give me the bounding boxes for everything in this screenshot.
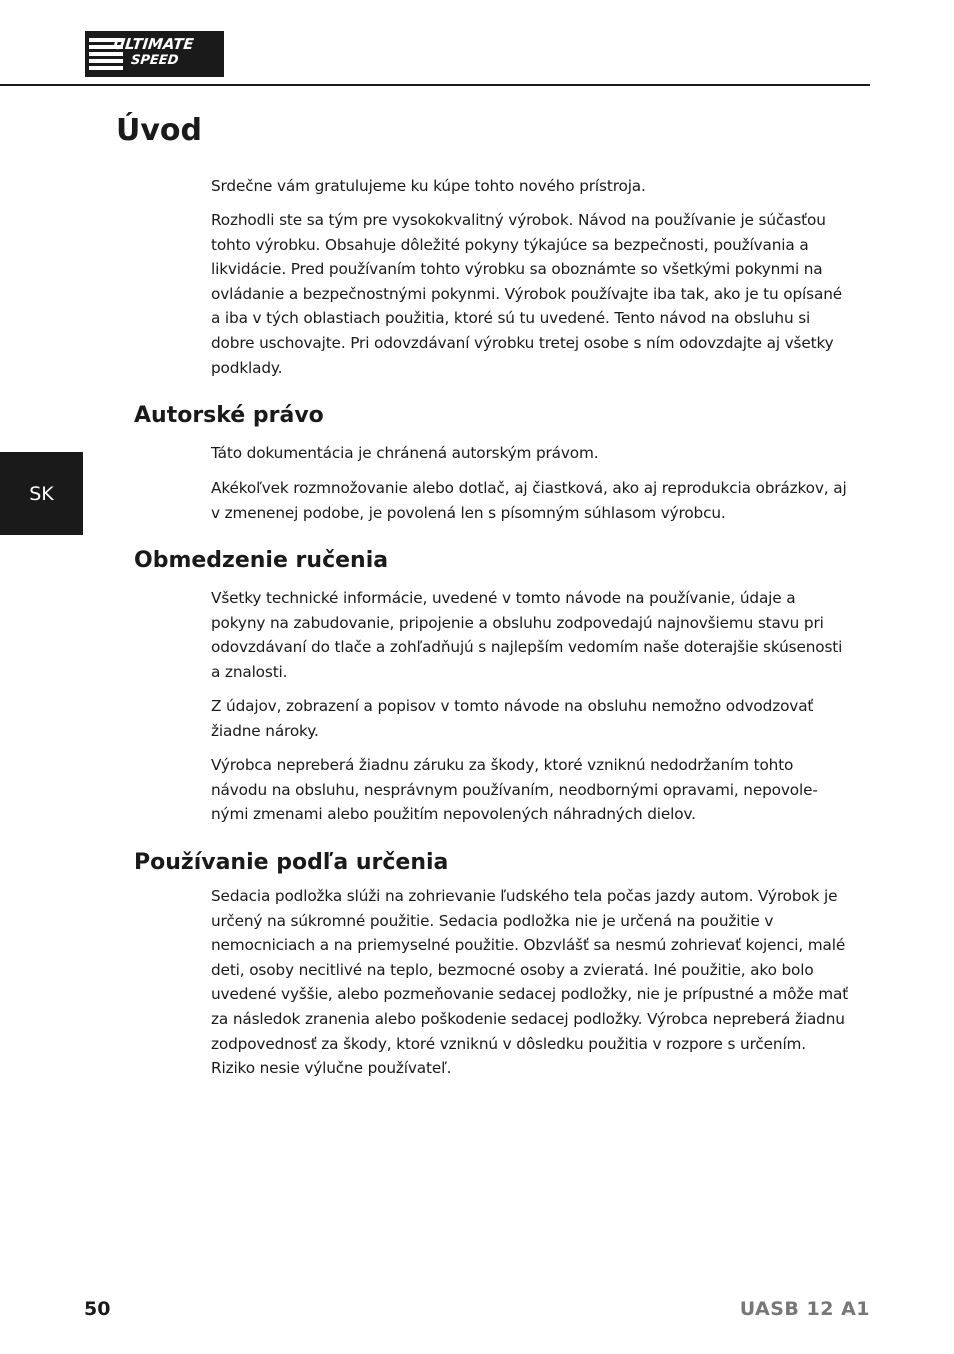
logo-word-ultimate: ULTIMATE: [112, 35, 195, 53]
model-number: UASB 12 A1: [739, 1298, 870, 1320]
copyright-paragraph-2: Akékoľvek rozmnožovanie alebo dotlač, aj čiastková, ako aj reprodukcia obrázkov, aj v zmenenej podobe, je povolená len s písomným súhlasom výrobcu.: [211, 479, 847, 522]
logo-word-speed: SPEED: [130, 53, 180, 68]
page-number: 50: [84, 1298, 111, 1320]
section-heading-liability: Obmedzenie ručenia: [134, 548, 389, 573]
brand-logo: [85, 31, 224, 77]
intended-use-paragraph: Sedacia podložka slúži na zohrievanie ľudského tela počas jazdy autom. Výrobok je určený na súkromné použitie. Sedacia podložka nie je určená na použitie v nemocniciach a na priemyselné použitie. Obzvlášť sa nesmú zohrievať kojenci, malé deti, osoby necitlivé na teplo, bezmocné osoby a zvieratá. Iné použitie, ako bolo uvedené vyššie, alebo pozmeňovanie sedacej podložky, nie je prípustné a môže mať za následok zranenia alebo poškodenie sedacej podložky. Výrobca nepreberá žiadnu zodpovednosť za škody, ktoré vzniknú v dôsledku použitia v rozpore s určením. Riziko nesie výlučne používateľ.: [211, 887, 849, 1078]
page-title: Úvod: [116, 113, 203, 148]
section-heading-copyright: Autorské právo: [134, 403, 324, 428]
language-tab: SK: [0, 452, 83, 535]
header-rule: [0, 84, 870, 86]
liability-paragraph-2: Z údajov, zobrazení a popisov v tomto návode na obsluhu nemožno odvodzovať žiadne nároky.: [211, 697, 814, 740]
intro-paragraph-1: Srdečne vám gratulujeme ku kúpe tohto nového prístroja.: [211, 177, 646, 195]
liability-paragraph-1: Všetky technické informácie, uvedené v tomto návode na používanie, údaje a pokyny na zabudovanie, pripojenie a obsluhu zodpovedajú najnovšiemu stavu pri odovzdávaní do tlače a zohľadňujú s najlepším vedomím naše doterajšie skúsenosti a znalosti.: [211, 589, 843, 681]
liability-paragraph-3: Výrobca nepreberá žiadnu záruku za škody, ktoré vzniknú nedodržaním tohto návodu na obsluhu, nesprávnym používaním, neodbornými opravami, nepovole-nými zmenami alebo použitím nepovolených náhradných dielov.: [211, 756, 818, 824]
copyright-paragraph-1: Táto dokumentácia je chránená autorským právom.: [211, 444, 599, 462]
intro-paragraph-2: Rozhodli ste sa tým pre vysokokvalitný výrobok. Návod na používanie je súčasťou tohto výrobku. Obsahuje dôležité pokyny týkajúce sa bezpečnosti, používania a likvidácie. Pred používaním tohto výrobku sa oboznámte so všetkými pokynmi na ovládanie a bezpečnostnými pokynmi. Výrobok používajte iba tak, ako je tu opísané a iba v tých oblastiach použitia, ktoré sú tu uvedené. Tento návod na obsluhu si dobre uschovajte. Pri odovzdávaní výrobku tretej osobe s ním odovzdajte aj všetky podklady.: [211, 211, 842, 377]
section-heading-intended-use: Používanie podľa určenia: [134, 850, 449, 875]
